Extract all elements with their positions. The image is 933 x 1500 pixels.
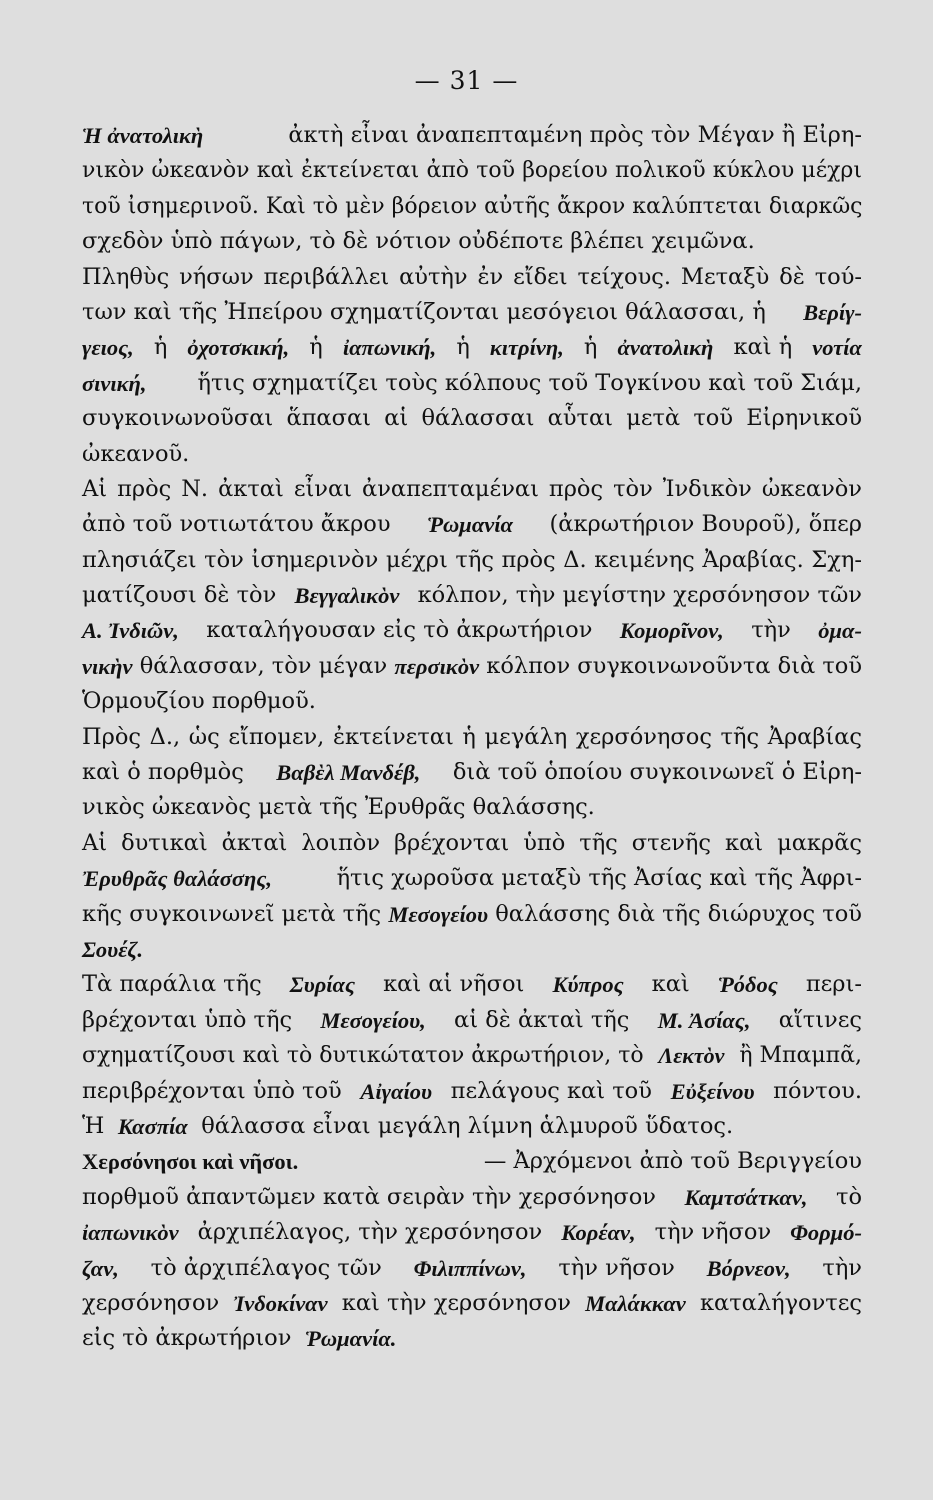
text-line [82,507,862,542]
text-segment: ἡ [309,334,323,361]
body-text [82,118,862,1357]
emphasis-term: Μαλάκκαν [585,1290,686,1316]
text-segment: ἡ [456,334,470,361]
text-line [82,366,862,401]
text-segment: ματίζουσι δὲ τὸν [82,582,277,609]
emphasis-term: Ῥόδος [717,972,778,998]
text-segment: τὴν [751,617,791,644]
text-line [82,1251,862,1286]
text-line [82,1038,862,1073]
emphasis-term: Βερίγ- [803,299,862,325]
emphasis-term: Βαβὲλ Μανδέβ, [276,760,421,786]
emphasis-term: Συρίας [289,972,356,998]
emphasis-term: Κύπρος [552,972,624,998]
emphasis-term: Φορμό- [790,1220,862,1246]
text-line [82,578,862,613]
text-segment: — Ἀρχόμενοι ἀπὸ τοῦ Βεριγγείου [483,1148,862,1175]
emphasis-term: ἀνατολικὴ [617,335,714,361]
text-line [82,1003,862,1038]
text-line [82,755,862,790]
text-segment: ἀπὸ τοῦ νοτιωτάτου ἄκρου [82,511,391,538]
text-line [82,437,862,472]
text-line [82,861,862,896]
text-segment: Αἱ δυτικαὶ ἀκταὶ λοιπὸν βρέχονται ὑπὸ τῆς στενῆς καὶ μακρᾶς [82,829,862,856]
text-line [82,401,862,436]
text-segment: περιβρέχονται ὑπὸ τοῦ [82,1077,342,1104]
emphasis-term: Χερσόνησοι καὶ νῆσοι. [82,1149,299,1175]
text-line [82,295,862,330]
emphasis-term: Λεκτὸν [658,1043,725,1069]
text-line [82,330,862,365]
text-segment: αἱ δὲ ἀκταὶ τῆς [454,1006,630,1033]
text-segment: ἀκτὴ εἶναι ἀναπεπταμένη πρὸς τὸν Μέγαν ἢ Εἰρη- [288,122,862,148]
text-segment: ἢ Μπαμπᾶ, [739,1043,862,1069]
text-segment: Τὰ παράλια τῆς [82,971,262,998]
emphasis-term: Α. Ἰνδιῶν, [82,618,179,644]
emphasis-term: Σουέζ. [82,936,143,962]
text-line [82,649,862,684]
text-segment: τὸ [836,1183,862,1210]
emphasis-term: ζαν, [82,1255,119,1281]
text-segment: αἵτινες [778,1006,862,1033]
text-segment: χερσόνησον [82,1289,220,1316]
text-segment: συγκοινωνοῦσαι ἅπασαι αἱ θάλασσαι αὗται μετὰ τοῦ Εἰρηνικοῦ [82,405,862,432]
text-line [82,967,862,1002]
text-segment: καὶ ὁ πορθμὸς [82,759,244,786]
emphasis-term: ὀμα- [818,618,862,644]
emphasis-term: γειος, [82,335,134,361]
emphasis-term: Ἰνδοκίναν [233,1290,328,1316]
text-segment: θαλάσσης διὰ τῆς διώρυχος τοῦ [495,900,862,927]
text-line [82,613,862,648]
emphasis-term: Κορέαν, [561,1220,636,1246]
text-line [82,118,862,153]
text-line [82,153,862,188]
emphasis-term: Μ. Ἀσίας, [657,1007,751,1033]
text-segment: κόλπον, τὴν μεγίστην χερσόνησον τῶν [417,582,862,609]
text-segment: θάλασσα εἶναι μεγάλη λίμνη ἁλμυροῦ ὕδατος. [201,1112,734,1139]
emphasis-term: Ῥωμανία [427,512,513,538]
text-line [82,1215,862,1250]
text-segment: των καὶ τῆς Ἠπείρου σχηματίζονται μεσόγειοι θάλασσαι, ἡ [82,298,766,325]
text-segment: πορθμοῦ ἀπαντῶμεν κατὰ σειρὰν τὴν χερσόνησον [82,1183,656,1210]
text-line [82,1144,862,1179]
text-segment: Αἱ πρὸς Ν. ἀκταὶ εἶναι ἀναπεπταμέναι πρὸς τὸν Ἰνδικὸν ὠκεανὸν [82,475,862,502]
text-segment: εἰς τὸ ἀκρωτήριον [82,1325,292,1352]
emphasis-term: Εὐξείνου [670,1078,755,1104]
text-segment: πλησιάζει τὸν ἰσημερινὸν μέχρι τῆς πρὸς Δ. κειμένης Ἀραβίας. Σχη- [82,546,862,573]
text-segment: τοῦ ἰσημερινοῦ. Καὶ τὸ μὲν βόρειον αὐτῆς ἄκρον καλύπτεται διαρκῶς [82,193,863,219]
emphasis-term: Μεσογείου, [320,1007,426,1033]
text-line [82,260,862,295]
text-segment: ἥτις χωροῦσα μεταξὺ τῆς Ἀσίας καὶ τῆς Ἀφρι- [336,865,862,892]
text-line [82,826,862,861]
emphasis-term: Βεγγαλικὸν [294,583,400,609]
emphasis-term: Φιλιππίνων, [413,1255,527,1281]
emphasis-term: ἰαπωνική, [342,335,437,361]
emphasis-term: Μεσογείου [388,901,489,927]
text-segment: κόλπον συγκοινωνοῦντα διὰ τοῦ [486,652,862,679]
text-segment: ἥτις σχηματίζει τοὺς κόλπους τοῦ Τογκίνου καὶ τοῦ Σιάμ, [197,369,862,396]
emphasis-term: Κομορῖνον, [619,618,724,644]
text-segment: πελάγους καὶ τοῦ [450,1077,652,1104]
text-segment: βρέχονται ὑπὸ τῆς [82,1006,293,1033]
emphasis-term: ἰαπωνικὸν [82,1220,179,1246]
emphasis-term: κιτρίνη, [489,335,564,361]
text-segment: κῆς συγκοινωνεῖ μετὰ τῆς [82,900,382,927]
emphasis-term: Κασπία [117,1113,188,1139]
text-line [82,1321,862,1356]
emphasis-term: Ῥωμανία. [304,1326,397,1352]
text-segment: (ἀκρωτήριον Βουροῦ), ὅπερ [549,511,862,538]
text-line [82,932,862,967]
text-segment: ὠκεανοῦ. [82,440,190,467]
text-segment: ἡ [583,334,598,361]
text-segment: τὸ ἀρχιπέλαγος τῶν [150,1254,382,1281]
text-segment: νικὸν ὠκεανὸν καὶ ἐκτείνεται ἀπὸ τοῦ βορείου πολικοῦ κύκλου μέχρι [82,158,862,184]
text-segment: ἀρχιπέλαγος, τὴν χερσόνησον [197,1219,543,1246]
emphasis-term: Καμτσάτκαν, [684,1184,808,1210]
emphasis-term: Βόρνεον, [706,1255,791,1281]
text-line [82,224,862,259]
emphasis-term: Ἐρυθρᾶς θαλάσσης, [82,866,273,892]
text-segment: καταλήγουσαν εἰς τὸ ἀκρωτήριον [206,617,593,644]
text-segment: καὶ τὴν χερσόνησον [341,1289,571,1316]
emphasis-term: σινική, [82,370,147,396]
text-segment: θάλασσαν, τὸν μέγαν [139,652,388,679]
text-line [82,1074,862,1109]
text-segment: σχεδὸν ὑπὸ πάγων, τὸ δὲ νότιον οὐδέποτε βλέπει χειμῶνα. [82,228,755,255]
text-segment: ἡ [153,334,168,361]
emphasis-term: Αἰγαίου [360,1078,432,1104]
emphasis-term: Ἡ ἀνατολικὴ [82,123,204,148]
text-segment: Ἡ [82,1112,105,1139]
text-segment: πόντου. [773,1077,862,1104]
text-segment: καὶ αἱ νῆσοι [383,971,525,998]
text-segment: σχηματίζουσι καὶ τὸ δυτικώτατον ἀκρωτήριον, τὸ [82,1043,644,1069]
text-segment: Πληθὺς νήσων περιβάλλει αὐτὴν ἐν εἴδει τείχους. Μεταξὺ δὲ τού- [82,263,862,290]
text-line [82,472,862,507]
text-segment: Πρὸς Δ., ὡς εἴπομεν, ἐκτείνεται ἡ μεγάλη χερσόνησος τῆς Ἀραβίας [82,723,862,750]
text-line [82,684,862,719]
text-line [82,897,862,932]
text-line [82,189,862,224]
emphasis-term: περσικὸν [394,653,480,679]
text-line [82,790,862,825]
text-segment: τὴν [822,1254,862,1281]
text-segment: καταλήγοντες [699,1289,862,1316]
text-segment: τὴν νῆσον [654,1219,772,1246]
text-segment: περι- [805,971,862,998]
page-number: — 31 — [414,66,519,95]
text-segment: Ὁρμουζίου πορθμοῦ. [82,688,316,715]
text-segment: νικὸς ὠκεανὸς μετὰ τῆς Ἐρυθρᾶς θαλάσσης. [82,794,595,821]
text-line [82,543,862,578]
text-line [82,1180,862,1215]
emphasis-term: ὀχοτσκική, [187,335,290,361]
text-segment: καὶ ἡ [733,334,793,361]
text-line [82,1286,862,1321]
emphasis-term: νικὴν [82,653,133,679]
text-line [82,1109,862,1144]
emphasis-term: νοτία [812,335,862,361]
text-line [82,720,862,755]
text-segment: καὶ [651,971,690,998]
text-segment: τὴν νῆσον [558,1254,675,1281]
text-segment: διὰ τοῦ ὁποίου συγκοινωνεῖ ὁ Εἰρη- [452,759,862,786]
